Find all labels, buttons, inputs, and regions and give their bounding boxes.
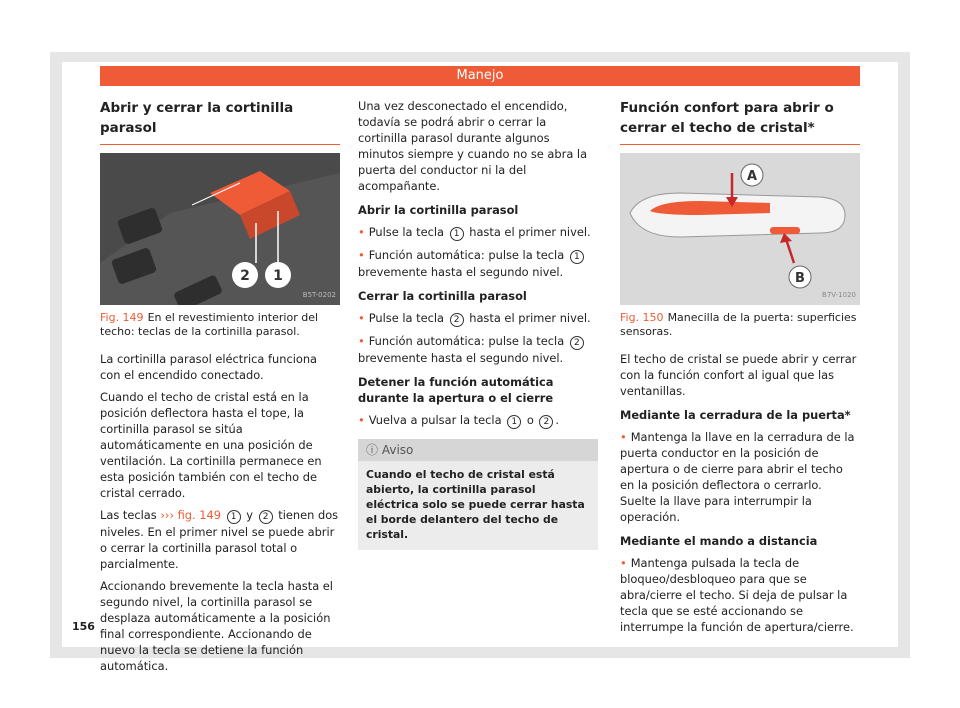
subheading: Detener la función automática durante la apertura o el cierre — [358, 375, 554, 405]
bullet-item: • Vuelva a pulsar la tecla 1 o 2 . — [358, 412, 598, 429]
bullet-item: • Pulse la tecla 1 hasta el primer nivel. — [358, 224, 598, 241]
subheading: Abrir la cortinilla parasol — [358, 203, 519, 217]
figure-label: Fig. 149 — [100, 311, 144, 324]
section-title: Función confort para abrir o cerrar el techo de cristal* — [620, 98, 860, 145]
figure-caption — [620, 311, 860, 339]
figure-caption — [100, 311, 340, 339]
callout-2: 2 — [240, 268, 250, 284]
subheading: Mediante la cerradura de la puerta* — [620, 408, 851, 422]
info-icon: ⓘ — [366, 443, 379, 457]
callout-b: B — [795, 271, 805, 286]
notice-box — [358, 439, 598, 550]
notice-text: Cuando el techo de cristal está abierto, la cortinilla parasol eléctrica solo se puede cerrar hasta el borde delantero del techo de cristal. — [366, 468, 585, 541]
door-handle-illustration — [620, 153, 860, 305]
caption-text: En el revestimiento interior del techo: teclas de la cortinilla parasol. — [100, 311, 319, 338]
section-title: Abrir y cerrar la cortinilla parasol — [100, 98, 340, 145]
paragraph: Cuando el techo de cristal está en la posición deflectora hasta el tope, la cortinilla parasol se sitúa automáticamente en una posición de ventilación. La cortinilla permanece en esta posición también con el techo de cristal cerrado. — [100, 390, 322, 500]
subheading: Cerrar la cortinilla parasol — [358, 289, 527, 303]
column-3 — [620, 98, 860, 641]
paragraph: El techo de cristal se puede abrir y cerrar con la función confort al igual que las ventanillas. — [620, 352, 857, 398]
bullet-item: • Pulse la tecla 2 hasta el primer nivel. — [358, 310, 598, 327]
caption-text: Manecilla de la puerta: superficies sensoras. — [620, 311, 857, 338]
figure-label: Fig. 150 — [620, 311, 664, 324]
figure-reference-link[interactable]: ››› fig. 149 — [160, 508, 222, 522]
bullet-item: • Mantenga pulsada la tecla de bloqueo/desbloqueo para que se abra/cierre el techo. Si deja de pulsar la tecla que se esté accionando se interrumpe la función de apertura/cierre. — [620, 555, 860, 635]
notice-title: Aviso — [381, 443, 414, 457]
paragraph: Las teclas ››› fig. 149 1 y 2 tienen dos niveles. En el primer nivel se puede abrir o cerrar la cortinilla parasol total o parcialmente. — [100, 508, 339, 571]
section-header: Manejo — [100, 66, 860, 86]
key-number: 1 — [227, 510, 241, 524]
figure-code: B7V-1020 — [822, 291, 856, 299]
figure-code: B5T-0202 — [302, 291, 336, 299]
paragraph: Una vez desconectado el encendido, todavía se podrá abrir o cerrar la cortinilla parasol durante algunos minutos siempre y cuando no se abra la puerta del conductor ni la del acompañante. — [358, 99, 588, 193]
figure-150 — [620, 153, 860, 305]
column-2 — [358, 98, 598, 550]
bullet-item: • Función automática: pulse la tecla 2 brevemente hasta el segundo nivel. — [358, 333, 598, 366]
subheading: Mediante el mando a distancia — [620, 534, 818, 548]
callout-a: A — [746, 169, 758, 184]
sunblind-buttons-illustration — [100, 153, 340, 305]
page-number: 156 — [72, 620, 95, 633]
paragraph: La cortinilla parasol eléctrica funciona con el encendido conectado. — [100, 352, 318, 382]
figure-149 — [100, 153, 340, 305]
paragraph: Accionando brevemente la tecla hasta el segundo nivel, la cortinilla parasol se desplaza automáticamente a la posición final correspondiente. Accionando de nuevo la tecla se detiene la función automática. — [100, 579, 333, 673]
callout-1: 1 — [273, 268, 283, 284]
bullet-item: • Función automática: pulse la tecla 1 brevemente hasta el segundo nivel. — [358, 247, 598, 280]
bullet-item: • Mantenga la llave en la cerradura de la puerta conductor en la posición de apertura o de cierre para abrir el techo en la posición deflectora o cerrarlo. Suelte la llave para interrumpir la operación. — [620, 429, 860, 525]
notice-header — [358, 439, 598, 461]
key-number: 2 — [259, 510, 273, 524]
column-1 — [100, 98, 340, 680]
